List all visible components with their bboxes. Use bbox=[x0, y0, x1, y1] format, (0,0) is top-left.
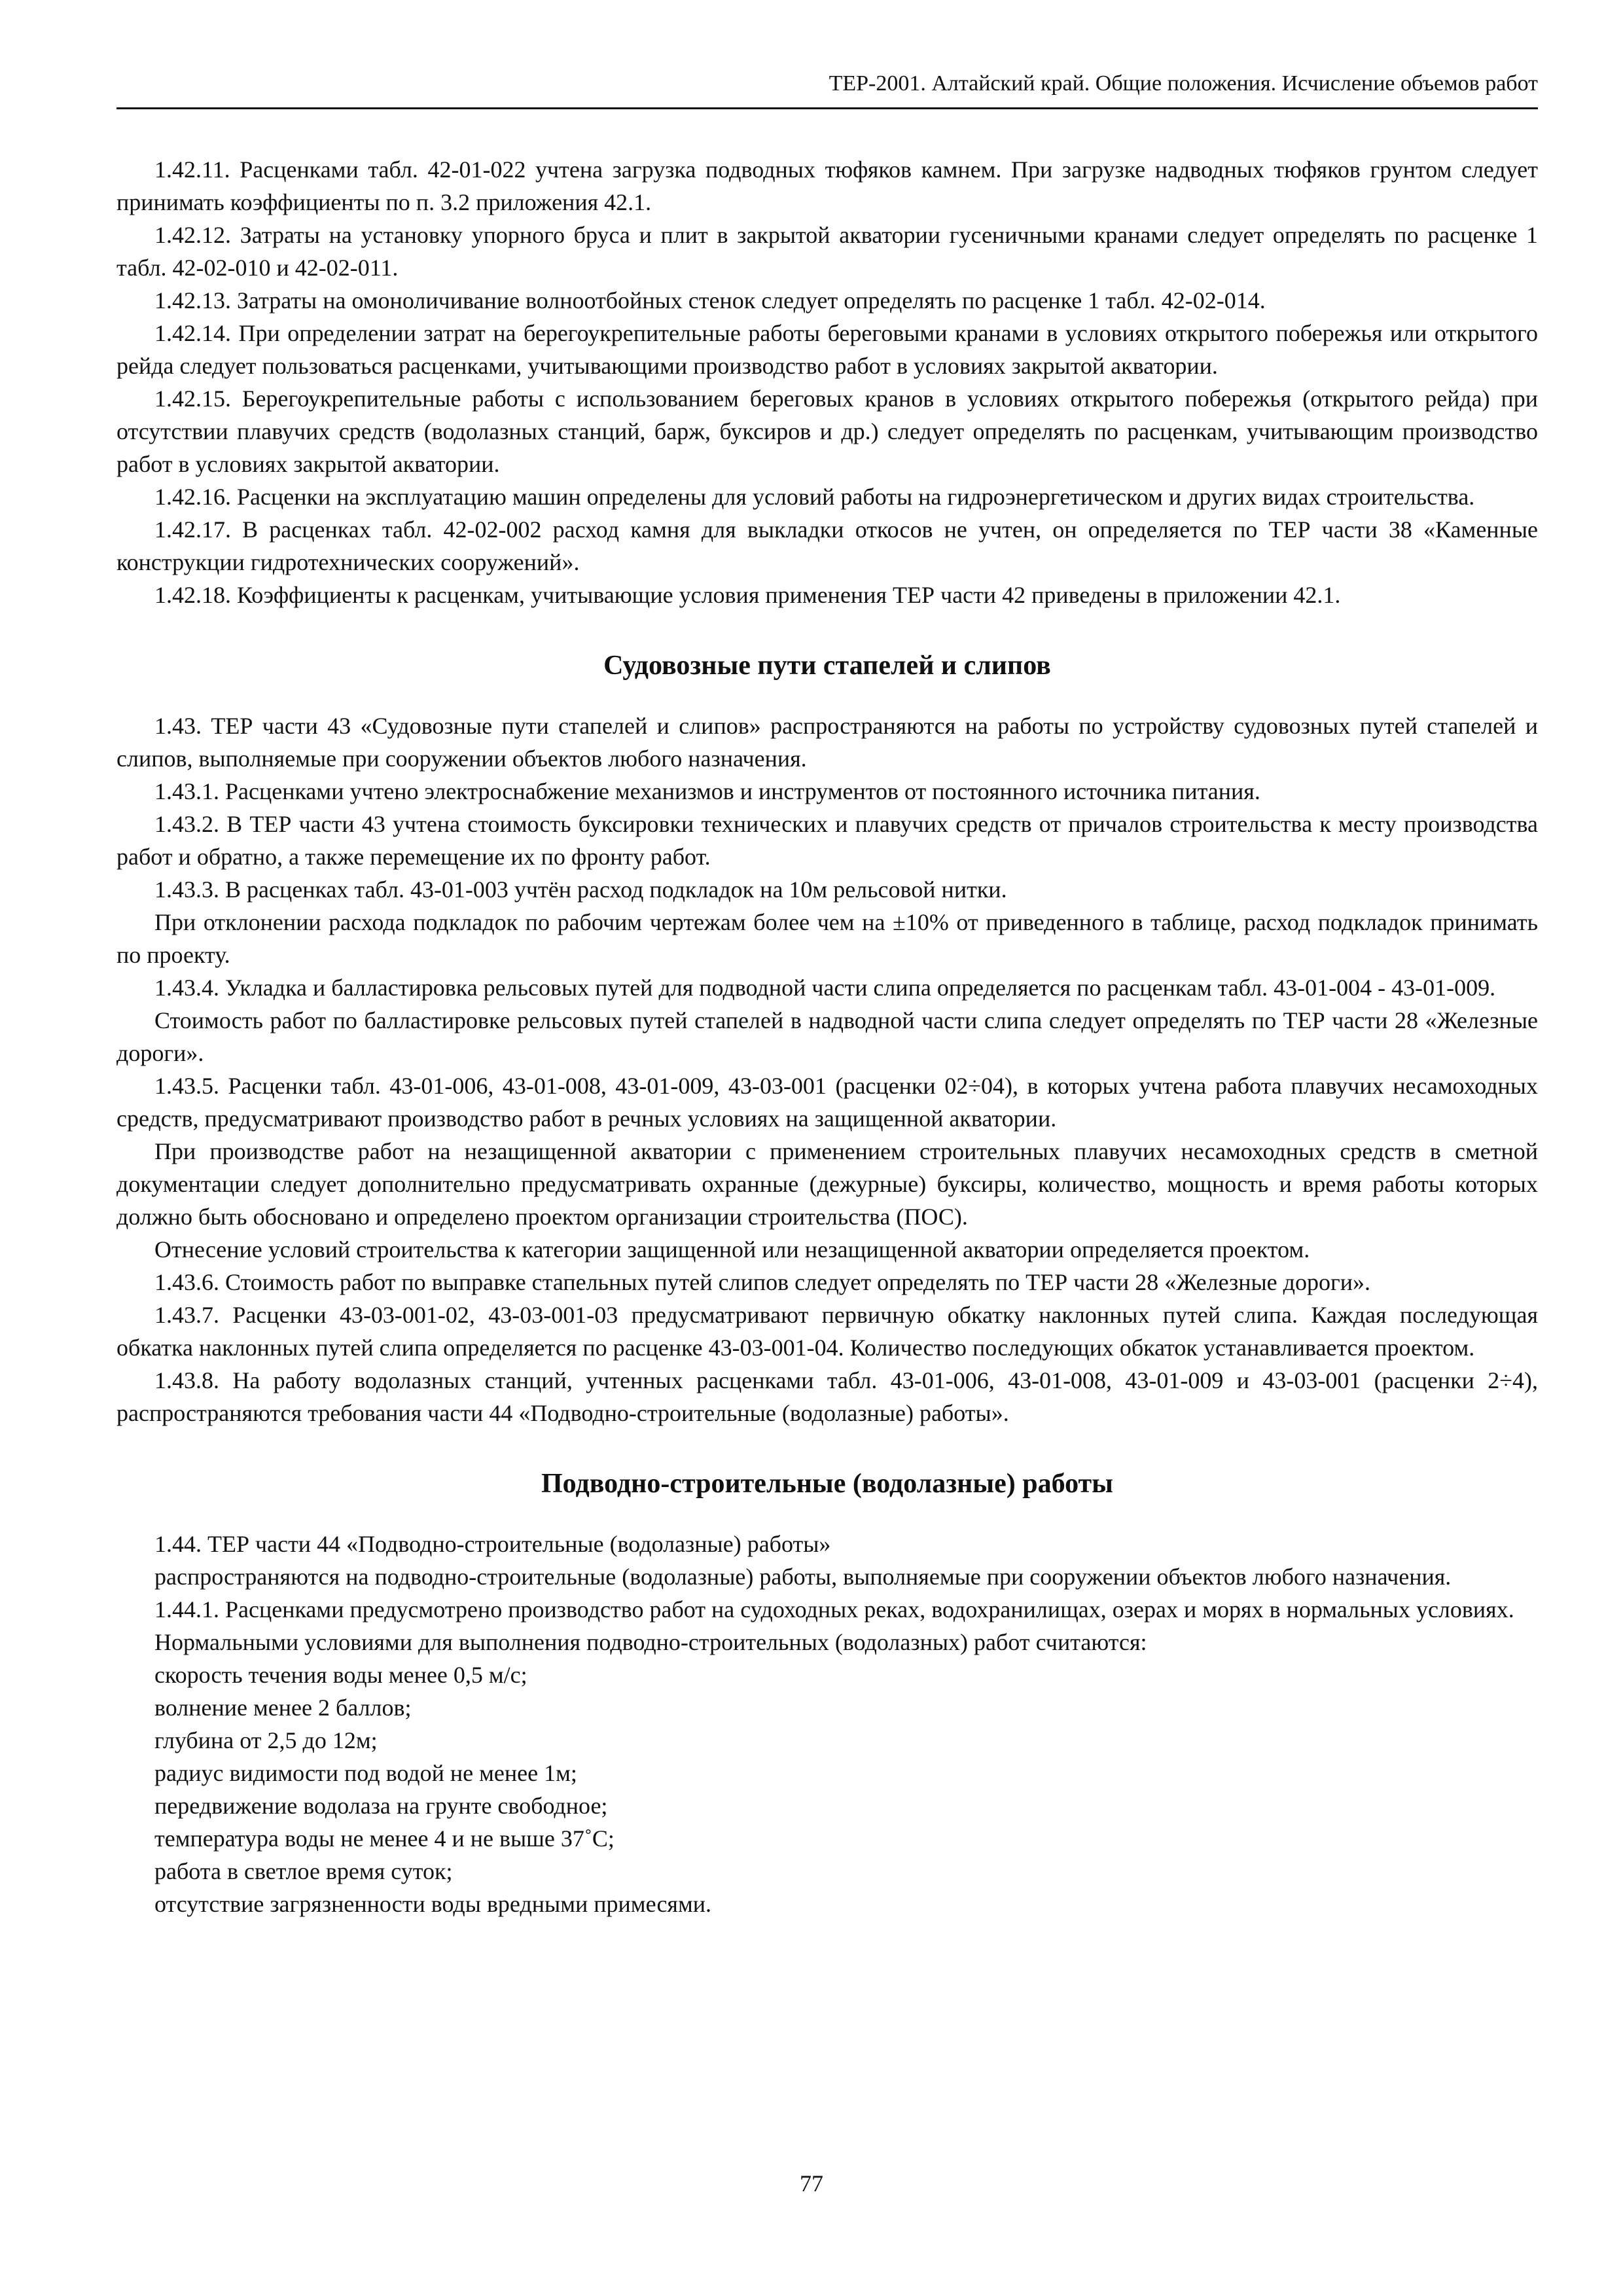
paragraph: 1.42.15. Берегоукрепительные работы с использованием береговых кранов в условиях открытого побережья (открытого рейда) при отсутствии плавучих средств (водолазных станций, барж, буксиров и др.) следует определять по расценкам, учитывающим производство работ в условиях закрытой акватории. bbox=[116, 386, 1538, 477]
paragraph: распространяются на подводно-строительные (водолазные) работы, выполняемые при сооружении объектов любого назначения. bbox=[154, 1564, 1452, 1590]
paragraph: 1.44. ТЕР части 44 «Подводно-строительные (водолазные) работы» bbox=[154, 1531, 831, 1557]
paragraph: 1.42.14. При определении затрат на берегоукрепительные работы береговыми кранами в условиях открытого побережья или открытого рейда следует пользоваться расценками, учитывающими производство работ в условиях закрытой акватории. bbox=[116, 320, 1538, 379]
section-heading: Подводно-строительные (водолазные) работы bbox=[541, 1469, 1113, 1499]
paragraph: 1.44.1. Расценками предусмотрено производство работ на судоходных реках, водохранилищах, озерах и морях в нормальных условиях. bbox=[154, 1596, 1514, 1623]
list-item: волнение менее 2 баллов; bbox=[154, 1695, 412, 1721]
section-1-44 bbox=[116, 1528, 1538, 1920]
list-item: радиус видимости под водой не менее 1м; bbox=[154, 1760, 577, 1786]
list-item: работа в светлое время суток; bbox=[154, 1858, 453, 1884]
paragraph: Нормальными условиями для выполнения подводно-строительных (водолазных) работ считаются: bbox=[154, 1629, 1147, 1655]
paragraph: 1.43.5. Расценки табл. 43-01-006, 43-01-008, 43-01-009, 43-03-001 (расценки 02÷04), в которых учтена работа плавучих несамоходных средств, предусматривают производство работ в речных условиях на защищенной акватории. bbox=[116, 1073, 1538, 1132]
paragraph: 1.42.16. Расценки на эксплуатацию машин определены для условий работы на гидроэнергетическом и других видах строительства. bbox=[154, 484, 1475, 510]
list-item: отсутствие загрязненности воды вредными примесями. bbox=[154, 1891, 712, 1917]
paragraph: 1.43.2. В ТЕР части 43 учтена стоимость буксировки технических и плавучих средств от причалов строительства к месту производства работ и обратно, а также перемещение их по фронту работ. bbox=[116, 811, 1538, 870]
section-1-43 bbox=[116, 709, 1538, 1429]
paragraph: 1.43.4. Укладка и балластировка рельсовых путей для подводной части слипа определяется по расценкам табл. 43-01-004 - 43-01-009. bbox=[154, 975, 1496, 1001]
paragraph: 1.43.8. На работу водолазных станций, учтенных расценками табл. 43-01-006, 43-01-008, 43-01-009 и 43-03-001 (расценки 2÷4), распространяются требования части 44 «Подводно-строительные (водолазные) работы». bbox=[116, 1367, 1538, 1426]
paragraph: 1.43.6. Стоимость работ по выправке стапельных путей слипов следует определять по ТЕР части 28 «Железные дороги». bbox=[154, 1269, 1370, 1295]
paragraph: Стоимость работ по балластировке рельсовых путей стапелей в надводной части слипа следует определять по ТЕР части 28 «Железные дороги». bbox=[116, 1007, 1538, 1066]
paragraph: 1.42.17. В расценках табл. 42-02-002 расход камня для выкладки откосов не учтен, он определяется по ТЕР части 38 «Каменные конструкции гидротехнических сооружений». bbox=[116, 516, 1538, 575]
paragraph: 1.42.13. Затраты на омоноличивание волноотбойных стенок следует определять по расценке 1 табл. 42-02-014. bbox=[154, 287, 1266, 314]
section-1-42 bbox=[116, 153, 1538, 611]
list-item: передвижение водолаза на грунте свободное; bbox=[154, 1793, 608, 1819]
paragraph: 1.43. ТЕР части 43 «Судовозные пути стапелей и слипов» распространяются на работы по устройству судовозных путей стапелей и слипов, выполняемые при сооружении объектов любого назначения. bbox=[116, 713, 1538, 772]
list-item: температура воды не менее 4 и не выше 37˚С; bbox=[154, 1825, 615, 1852]
paragraph: Отнесение условий строительства к категории защищенной или незащищенной акватории определяется проектом. bbox=[154, 1236, 1310, 1263]
paragraph: 1.43.1. Расценками учтено электроснабжение механизмов и инструментов от постоянного источника питания. bbox=[154, 778, 1260, 804]
running-header: ТЕР-2001. Алтайский край. Общие положения. Исчисление объемов работ bbox=[116, 71, 1538, 109]
paragraph: 1.43.7. Расценки 43-03-001-02, 43-03-001-03 предусматривают первичную обкатку наклонных путей слипа. Каждая последующая обкатка наклонных путей слипа определяется по расценке 43-03-001-04. Количество последующих обкаток устанавливается проектом. bbox=[116, 1302, 1538, 1361]
paragraph: При отклонении расхода подкладок по рабочим чертежам более чем на ±10% от приведенного в таблице, расход подкладок принимать по проекту. bbox=[116, 909, 1538, 968]
paragraph: 1.42.11. Расценками табл. 42-01-022 учтена загрузка подводных тюфяков камнем. При загрузке надводных тюфяков грунтом следует принимать коэффициенты по п. 3.2 приложения 42.1. bbox=[116, 156, 1538, 215]
paragraph: При производстве работ на незащищенной акватории с применением строительных плавучих несамоходных средств в сметной документации следует дополнительно предусматривать охранные (дежурные) буксиры, количество, мощность и время работы которых должно быть обосновано и определено проектом организации строительства (ПОС). bbox=[116, 1138, 1538, 1230]
list-item: глубина от 2,5 до 12м; bbox=[154, 1727, 378, 1753]
paragraph: 1.42.12. Затраты на установку упорного бруса и плит в закрытой акватории гусеничными кранами следует определять по расценке 1 табл. 42-02-010 и 42-02-011. bbox=[116, 222, 1538, 281]
page-content bbox=[116, 153, 1538, 1920]
list-item: скорость течения воды менее 0,5 м/с; bbox=[154, 1662, 527, 1688]
section-heading: Судовозные пути стапелей и слипов bbox=[603, 651, 1051, 681]
page-number: 77 bbox=[800, 2170, 823, 2197]
paragraph: 1.42.18. Коэффициенты к расценкам, учитывающие условия применения ТЕР части 42 приведены в приложении 42.1. bbox=[154, 582, 1341, 608]
paragraph: 1.43.3. В расценках табл. 43-01-003 учтён расход подкладок на 10м рельсовой нитки. bbox=[154, 876, 1007, 903]
